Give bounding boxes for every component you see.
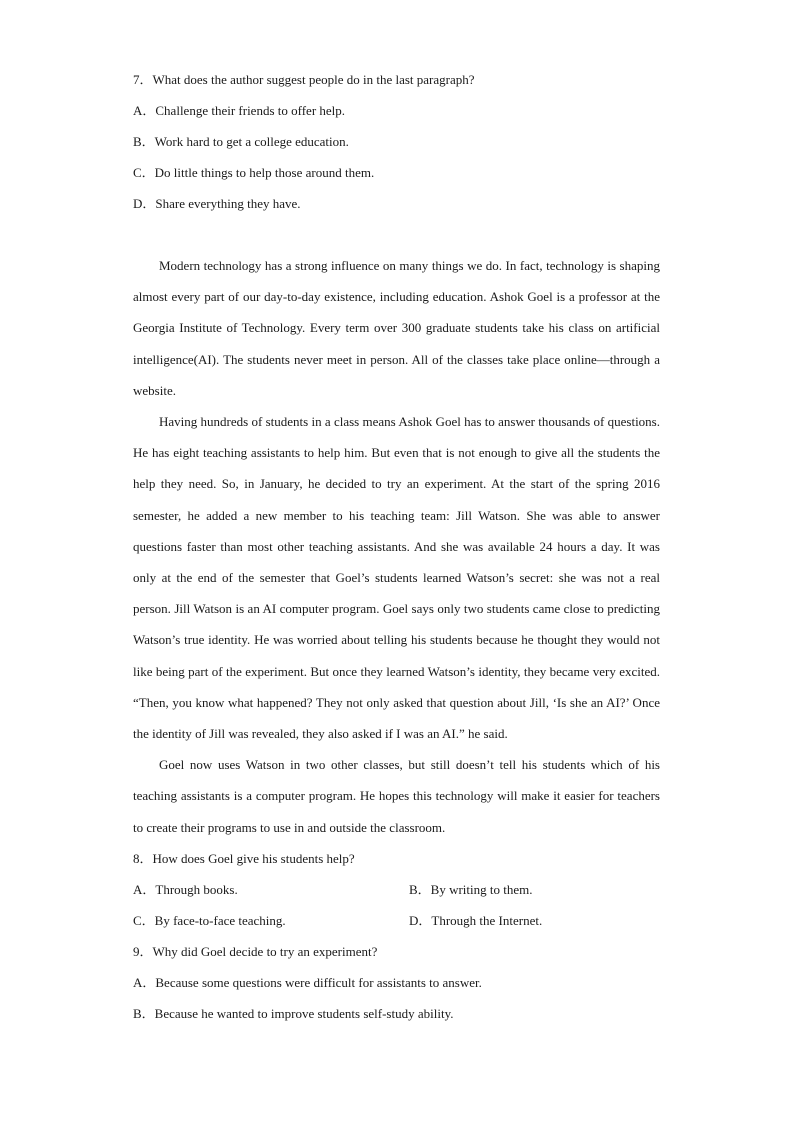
q7-option-a: A．Challenge their friends to offer help.	[133, 103, 346, 118]
q8-option-b: B．By writing to them.	[409, 881, 533, 897]
q7-option-d: D．Share everything they have.	[133, 196, 301, 211]
document-page	[133, 64, 660, 1029]
passage-paragraph-3: Goel now uses Watson in two other classes, but still doesn’t tell his students which of his teaching assistants is a computer program. He hopes this technology will make it easier for teachers to create their programs to use in and outside the classroom.	[133, 757, 660, 835]
q8-options-row-2	[133, 905, 660, 936]
question-9: 9．Why did Goel decide to try an experiment?	[133, 943, 378, 959]
passage-paragraph-2: Having hundreds of students in a class means Ashok Goel has to answer thousands of questions. He has eight teaching assistants to help him. But even that is not enough to give all the students the help they need. So, in January, he decided to try an experiment. At the start of the spring 2016 semester, he added a new member to his teaching team: Jill Watson. She was able to answer questions faster than most other teaching assistants. And she was available 24 hours a day. It was only at the end of the semester that Goel’s students learned Watson’s secret: she was not a real person. Jill Watson is an AI computer program. Goel says only two students came close to predicting Watson’s true identity. He was worried about telling his students because he thought they would not like being part of the experiment. But once they learned Watson’s identity, they became very excited. “Then, you know what happened? They not only asked that question about Jill, ‘Is she an AI?’ Once the identity of Jill was revealed, they also asked if I was an AI.” he said.	[133, 414, 660, 742]
section-gap	[133, 219, 660, 250]
passage-paragraph-1: Modern technology has a strong influence on many things we do. In fact, technology is shaping almost every part of our day-to-day existence, including education. Ashok Goel is a professor at the Georgia Institute of Technology. Every term over 300 graduate students take his class on artificial intelligence(AI). The students never meet in person. All of the classes take place online—through a website.	[133, 258, 660, 398]
q7-option-c: C．Do little things to help those around them.	[133, 165, 375, 180]
q8-option-c: C．By face-to-face teaching.	[133, 912, 286, 928]
question-8: 8．How does Goel give his students help?	[133, 850, 355, 866]
q7-option-b: B．Work hard to get a college education.	[133, 134, 349, 149]
q8-options-row-1	[133, 874, 660, 905]
q9-option-a: A．Because some questions were difficult for assistants to answer.	[133, 974, 482, 990]
q8-option-a: A．Through books.	[133, 881, 238, 897]
question-7: 7．What does the author suggest people do in the last paragraph?	[133, 72, 475, 87]
q9-option-b: B．Because he wanted to improve students self-study ability.	[133, 1005, 454, 1021]
q8-option-d: D．Through the Internet.	[409, 912, 543, 928]
